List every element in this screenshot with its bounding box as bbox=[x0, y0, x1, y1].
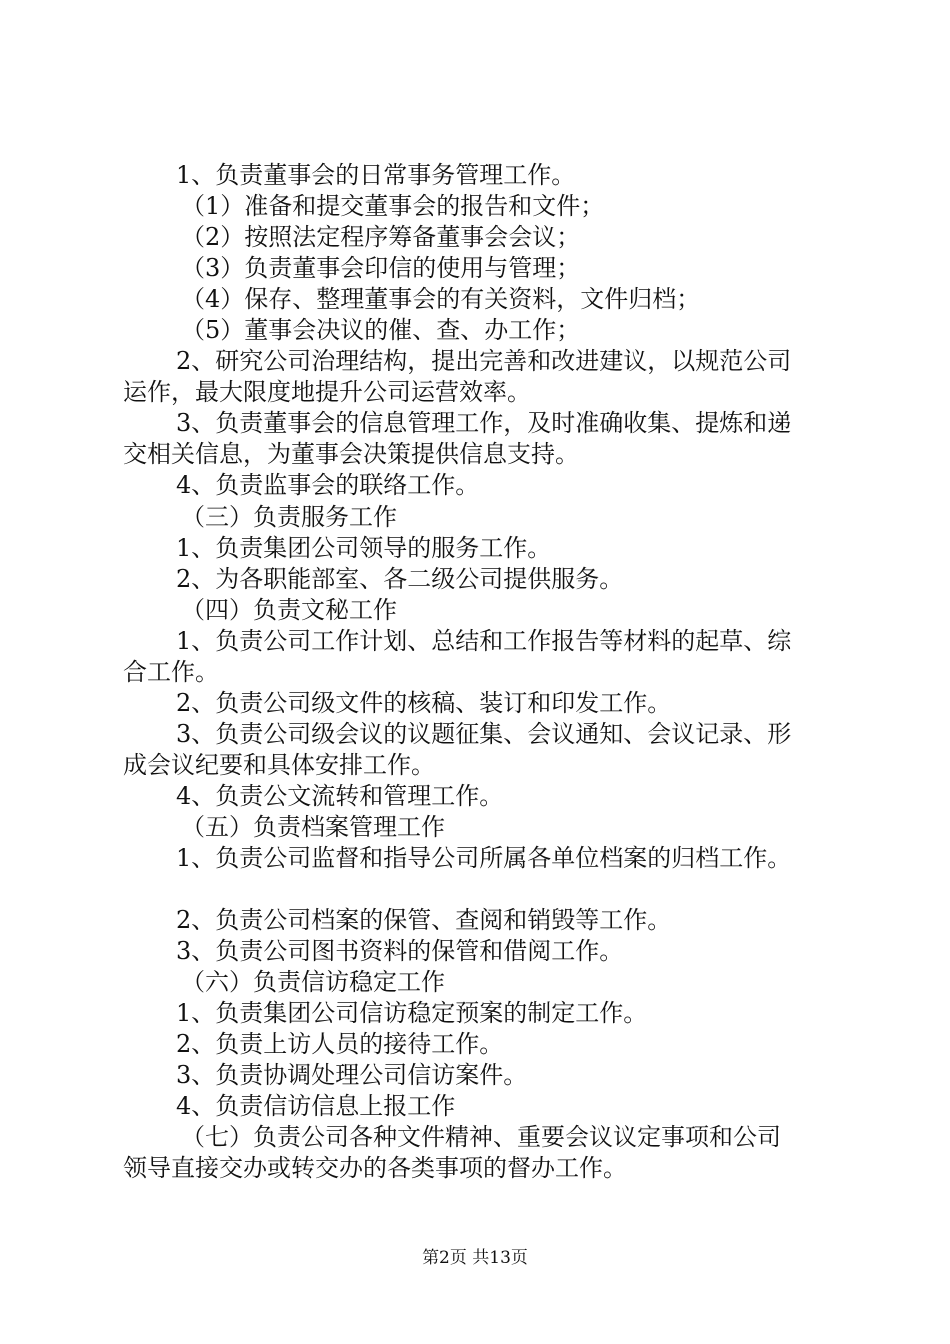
text-line: 3、负责公司图书资料的保管和借阅工作。 bbox=[176, 937, 624, 966]
text-line: （3）负责董事会印信的使用与管理； bbox=[181, 254, 581, 283]
text-line: 合工作。 bbox=[123, 657, 219, 686]
text-line: 4、负责公文流转和管理工作。 bbox=[176, 781, 504, 810]
text-line: 成会议纪要和具体安排工作。 bbox=[123, 750, 435, 779]
text-line: 2、负责公司级文件的核稿、装订和印发工作。 bbox=[176, 688, 672, 717]
text-line: 运作，最大限度地提升公司运营效率。 bbox=[123, 378, 531, 407]
text-line: 3、负责协调处理公司信访案件。 bbox=[176, 1061, 528, 1090]
text-line: 交相关信息，为董事会决策提供信息支持。 bbox=[123, 440, 579, 469]
text-line: 1、负责公司工作计划、总结和工作报告等材料的起草、综 bbox=[176, 626, 792, 655]
text-line: （5）董事会决议的催、查、办工作； bbox=[181, 316, 581, 345]
text-line: （4）保存、整理董事会的有关资料，文件归档； bbox=[181, 285, 701, 314]
text-line: 1、负责集团公司领导的服务工作。 bbox=[176, 533, 552, 562]
document-body bbox=[123, 160, 843, 1185]
text-line: 2、研究公司治理结构，提出完善和改进建议，以规范公司 bbox=[176, 347, 792, 376]
text-line: 4、负责监事会的联络工作。 bbox=[176, 471, 480, 500]
text-line: 2、负责上访人员的接待工作。 bbox=[176, 1030, 504, 1059]
section-heading: （六）负责信访稳定工作 bbox=[181, 968, 445, 997]
section-heading: （四）负责文秘工作 bbox=[181, 595, 397, 624]
text-line: 2、负责公司档案的保管、查阅和销毁等工作。 bbox=[176, 906, 672, 935]
text-line: 1、负责公司监督和指导公司所属各单位档案的归档工作。 bbox=[176, 844, 792, 873]
text-line: 3、负责董事会的信息管理工作，及时准确收集、提炼和递 bbox=[176, 409, 792, 438]
text-line: （1）准备和提交董事会的报告和文件； bbox=[181, 192, 605, 221]
text-line: 3、负责公司级会议的议题征集、会议通知、会议记录、形 bbox=[176, 719, 792, 748]
text-line: 2、为各职能部室、各二级公司提供服务。 bbox=[176, 564, 624, 593]
text-line: 4、负责信访信息上报工作 bbox=[176, 1092, 456, 1121]
text-line: 领导直接交办或转交办的各类事项的督办工作。 bbox=[123, 1154, 627, 1183]
section-heading: （五）负责档案管理工作 bbox=[181, 812, 445, 841]
section-heading: （七）负责公司各种文件精神、重要会议议定事项和公司 bbox=[181, 1123, 781, 1152]
text-line: 1、负责集团公司信访稳定预案的制定工作。 bbox=[176, 999, 648, 1028]
section-heading: （三）负责服务工作 bbox=[181, 502, 397, 531]
text-line: 1、负责董事会的日常事务管理工作。 bbox=[176, 161, 576, 189]
text-line: （2）按照法定程序筹备董事会会议； bbox=[181, 223, 581, 252]
page-number-footer: 第2页 共13页 bbox=[422, 1248, 528, 1268]
blank-line bbox=[123, 874, 843, 905]
